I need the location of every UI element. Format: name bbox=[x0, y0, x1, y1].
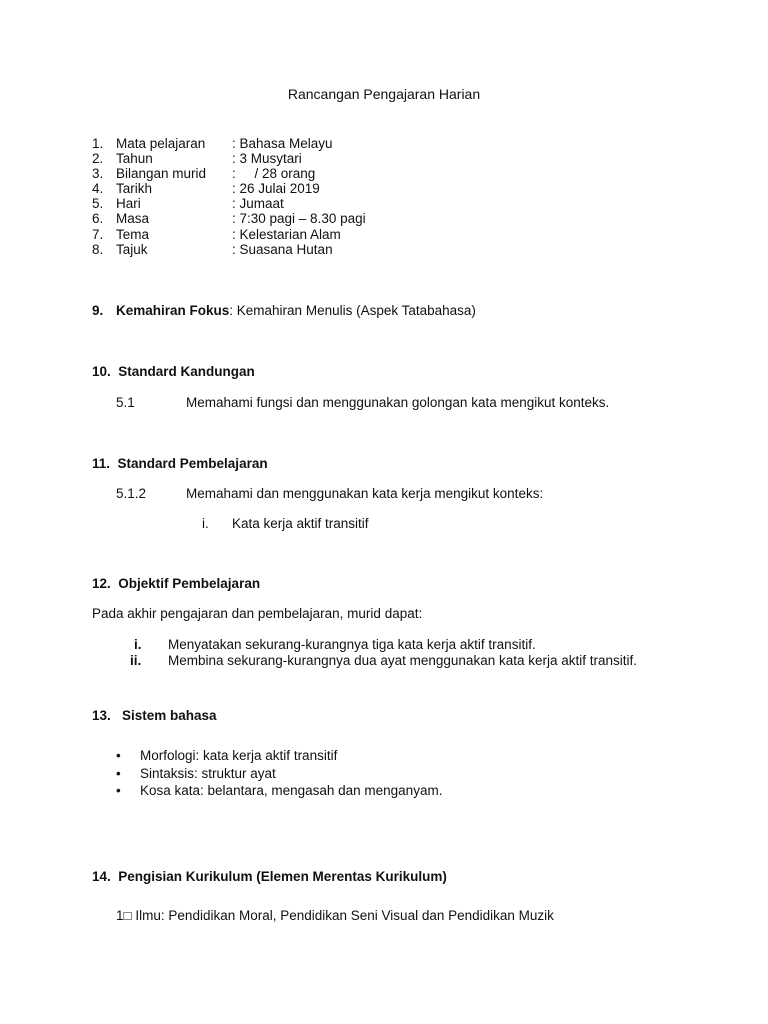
section-9-heading: Kemahiran Fokus bbox=[116, 303, 230, 318]
info-value: : 26 Julai 2019 bbox=[232, 181, 320, 196]
objective-number: i. bbox=[134, 637, 142, 652]
info-value: : Suasana Hutan bbox=[232, 242, 333, 257]
info-value: : Bahasa Melayu bbox=[232, 136, 333, 151]
info-number: 2. bbox=[92, 151, 104, 166]
section-10-code: 5.1 bbox=[116, 395, 135, 410]
section-12-intro: Pada akhir pengajaran dan pembelajaran, murid dapat: bbox=[92, 606, 423, 621]
section-10-text: Memahami fungsi dan menggunakan golongan kata mengikut konteks. bbox=[186, 395, 610, 410]
section-12-heading: 12. Objektif Pembelajaran bbox=[92, 576, 261, 591]
info-value: : Kelestarian Alam bbox=[232, 227, 341, 242]
section-11-sub-number: i. bbox=[202, 516, 209, 531]
info-value: : Jumaat bbox=[232, 196, 284, 211]
info-label: Tema bbox=[116, 227, 150, 242]
section-10-heading: 10. Standard Kandungan bbox=[92, 364, 255, 379]
page-title: Rancangan Pengajaran Harian bbox=[287, 86, 481, 102]
section-9-number: 9. bbox=[92, 303, 104, 318]
curriculum-item: 1□ Ilmu: Pendidikan Moral, Pendidikan Seni Visual dan Pendidikan Muzik bbox=[116, 908, 554, 923]
bullet: • bbox=[116, 783, 121, 798]
info-label: Bilangan murid bbox=[116, 166, 207, 181]
info-number: 3. bbox=[92, 166, 104, 181]
info-label: Tarikh bbox=[116, 181, 153, 196]
info-label: Mata pelajaran bbox=[116, 136, 206, 151]
section-11-heading: 11. Standard Pembelajaran bbox=[92, 456, 268, 471]
section-9 bbox=[116, 303, 476, 318]
section-11-code: 5.1.2 bbox=[116, 486, 147, 501]
section-11-sub-text: Kata kerja aktif transitif bbox=[232, 516, 369, 531]
info-label: Hari bbox=[116, 196, 141, 211]
section-13-heading: 13. Sistem bahasa bbox=[92, 708, 217, 723]
objective-number: ii. bbox=[130, 653, 142, 668]
info-number: 8. bbox=[92, 242, 104, 257]
info-value: : 7:30 pagi – 8.30 pagi bbox=[232, 211, 366, 226]
language-system-item: Sintaksis: struktur ayat bbox=[140, 766, 276, 781]
section-9-text: : Kemahiran Menulis (Aspek Tatabahasa) bbox=[229, 303, 476, 318]
info-value: : 3 Musytari bbox=[232, 151, 302, 166]
objective-text: Menyatakan sekurang-kurangnya tiga kata kerja aktif transitif. bbox=[168, 637, 536, 652]
section-14-heading: 14. Pengisian Kurikulum (Elemen Merentas Kurikulum) bbox=[92, 869, 447, 884]
info-label: Tajuk bbox=[116, 242, 148, 257]
section-11-text: Memahami dan menggunakan kata kerja mengikut konteks: bbox=[186, 486, 544, 501]
info-number: 7. bbox=[92, 227, 104, 242]
info-number: 1. bbox=[92, 136, 104, 151]
info-number: 5. bbox=[92, 196, 104, 211]
info-number: 6. bbox=[92, 211, 104, 226]
language-system-item: Kosa kata: belantara, mengasah dan menganyam. bbox=[140, 783, 443, 798]
bullet: • bbox=[116, 748, 121, 763]
objective-text: Membina sekurang-kurangnya dua ayat menggunakan kata kerja aktif transitif. bbox=[168, 653, 638, 668]
bullet: • bbox=[116, 766, 121, 781]
info-number: 4. bbox=[92, 181, 104, 196]
info-label: Tahun bbox=[116, 151, 153, 166]
language-system-item: Morfologi: kata kerja aktif transitif bbox=[140, 748, 338, 763]
info-value: : / 28 orang bbox=[232, 166, 316, 181]
info-label: Masa bbox=[116, 211, 150, 226]
